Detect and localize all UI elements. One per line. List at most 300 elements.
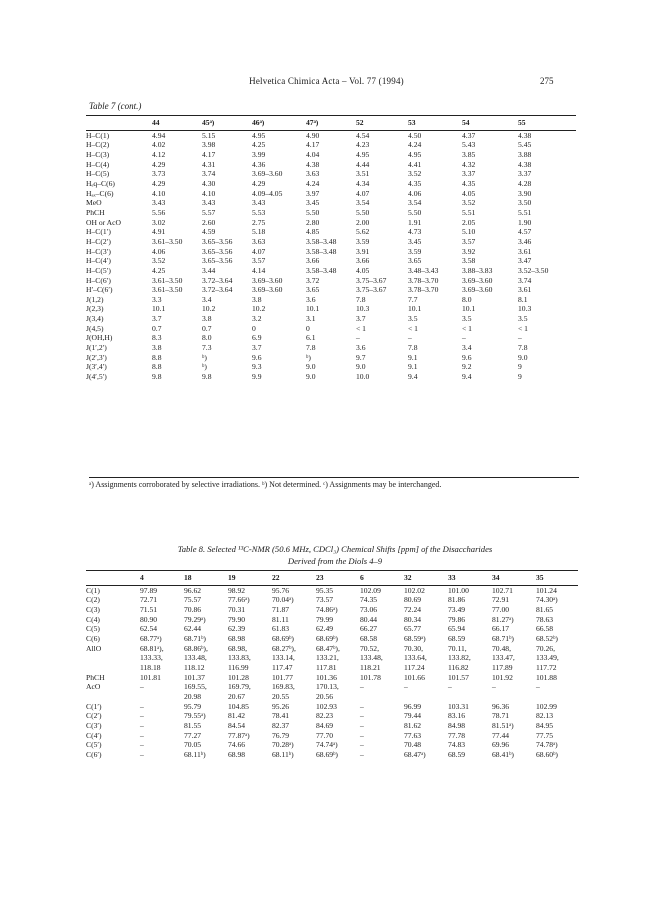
- table-cell: 77.63: [404, 730, 422, 740]
- table-cell: 95.35: [316, 585, 334, 595]
- table-cell: 80.69: [404, 595, 422, 605]
- table-cell: 3.69–3.60: [252, 275, 283, 285]
- column-header: 55: [518, 116, 576, 131]
- table-cell: 95.26: [272, 701, 290, 711]
- table-cell: 20.55: [272, 691, 290, 701]
- table-cell: 10.1: [306, 304, 320, 314]
- table-cell: 20.56: [316, 691, 334, 701]
- table-cell: 70.48,: [492, 643, 511, 653]
- column-header: 6: [360, 571, 404, 586]
- table-cell: 4.02: [152, 140, 166, 150]
- row-label: Hₑq–C(6): [86, 178, 115, 188]
- table-cell: 133.14,: [272, 653, 295, 663]
- table-cell: 133.49,: [536, 653, 559, 663]
- table-cell: 3.61–3.50: [152, 285, 183, 295]
- row-label: C(3′): [86, 720, 102, 730]
- table-cell: 62.44: [184, 624, 202, 634]
- table-cell: –: [518, 333, 522, 343]
- footnote-text: ᵃ) Assignments corroborated by selective irradiations. ᵇ) Not determined. ᶜ) Assignments may be interchanged.: [89, 480, 442, 489]
- table-row: [86, 343, 576, 353]
- table-cell: 80.44: [360, 614, 378, 624]
- table-cell: 2.00: [356, 217, 370, 227]
- row-label: C(1): [86, 585, 100, 595]
- table-cell: 8.0: [462, 294, 472, 304]
- table-row: [86, 169, 576, 179]
- table-cell: 9.4: [462, 372, 472, 382]
- table-row: [86, 285, 576, 295]
- table-cell: [536, 692, 578, 702]
- row-label: H–C(4): [86, 159, 110, 169]
- table-row: [86, 266, 576, 276]
- table-cell: 102.93: [316, 701, 337, 711]
- table-cell: 169.79,: [228, 682, 251, 692]
- column-header: 45ᵃ): [202, 116, 252, 131]
- table-cell: 169.55,: [184, 682, 207, 692]
- table-cell: < 1: [356, 323, 366, 333]
- table-cell: 3.7: [356, 314, 366, 324]
- row-label: AllO: [86, 643, 102, 653]
- table-cell: 3.8: [252, 294, 262, 304]
- table-cell: 9.6: [462, 352, 472, 362]
- table-cell: 1.91: [408, 217, 422, 227]
- table-cell: 77.66ᵃ): [228, 595, 250, 605]
- table-row: [86, 702, 578, 712]
- table-cell: 70.28ᵃ): [272, 740, 294, 750]
- table-cell: 3.65–3.56: [202, 256, 233, 266]
- table-cell: 4.34: [356, 178, 370, 188]
- row-label: C(5): [86, 624, 100, 634]
- table-cell: 101.36: [316, 672, 337, 682]
- row-label: H–C(3): [86, 149, 110, 159]
- table-cell: 73.57: [316, 595, 334, 605]
- table-cell: 3.43: [252, 198, 266, 208]
- table-cell: –: [140, 730, 144, 740]
- table-cell: 116.99: [228, 662, 249, 672]
- row-label: J(OH,H): [86, 333, 113, 343]
- table-cell: 77.75: [536, 730, 554, 740]
- table-cell: 62.54: [140, 624, 158, 634]
- table-row: [86, 140, 576, 150]
- row-label: C(5′): [86, 740, 102, 750]
- table-row: [86, 711, 578, 721]
- table-cell: 133.64,: [404, 653, 427, 663]
- table-cell: 72.24: [404, 604, 422, 614]
- table-cell: 70.30,: [404, 643, 423, 653]
- row-label: [86, 692, 140, 702]
- table-cell: 80.90: [140, 614, 158, 624]
- table-cell: 4.35: [462, 178, 476, 188]
- table-row: [86, 304, 576, 314]
- table-cell: 74.66: [228, 740, 246, 750]
- table-cell: 0: [306, 323, 310, 333]
- header-row: [86, 116, 576, 131]
- table-cell: 10.3: [356, 304, 370, 314]
- table-row: [86, 198, 576, 208]
- table-cell: 3.52: [462, 198, 476, 208]
- table-cell: 3.61: [518, 246, 532, 256]
- table-cell: 5.45: [518, 140, 532, 150]
- table-row: [86, 324, 576, 334]
- table-cell: –: [140, 740, 144, 750]
- table-cell: 5.51: [462, 207, 476, 217]
- table-cell: 3.65: [306, 285, 320, 295]
- table-cell: 101.00: [448, 585, 469, 595]
- table-row: [86, 624, 578, 634]
- table-cell: 62.49: [316, 624, 334, 634]
- table-cell: 101.81: [140, 672, 161, 682]
- table-cell: 5.57: [202, 207, 216, 217]
- table-cell: 3.72: [306, 275, 320, 285]
- table-cell: 66.27: [360, 624, 378, 634]
- column-header: 23: [316, 571, 360, 586]
- column-header: 34: [492, 571, 536, 586]
- row-label: H–C(1): [86, 130, 110, 140]
- table-cell: [448, 692, 492, 702]
- table-cell: 68.71ᵇ): [492, 633, 514, 643]
- table-cell: 5.10: [462, 227, 476, 237]
- table-cell: 6.1: [306, 333, 316, 343]
- table-cell: 10.1: [408, 304, 422, 314]
- table-cell: 3.51: [356, 169, 370, 179]
- table-cell: 3.69–3.60: [462, 285, 493, 295]
- table-cell: 3.45: [306, 198, 320, 208]
- table-cell: 3.66: [356, 256, 370, 266]
- table-cell: 74.78ᵃ): [536, 740, 558, 750]
- table-cell: 4.24: [408, 140, 422, 150]
- table-row: [86, 585, 578, 595]
- table-cell: 78.63: [536, 614, 554, 624]
- table-cell: [404, 692, 448, 702]
- table-cell: 133.47,: [492, 653, 515, 663]
- table-cell: 3.50: [518, 198, 532, 208]
- table-row: [86, 208, 576, 218]
- table-cell: 78.41: [272, 711, 290, 721]
- table-cell: 3.85: [462, 149, 476, 159]
- table-cell: 3.5: [462, 314, 472, 324]
- table-cell: 3.4: [202, 294, 212, 304]
- table-row: [86, 634, 578, 644]
- table-cell: 5.50: [306, 207, 320, 217]
- table-cell: 77.00: [492, 604, 510, 614]
- table-cell: 79.29ᵃ): [184, 614, 206, 624]
- table-cell: 3.43: [152, 198, 166, 208]
- table-cell: 84.54: [228, 720, 246, 730]
- table-cell: 3.91: [356, 246, 370, 256]
- table-cell: –: [492, 682, 496, 692]
- table-cell: 4.38: [518, 130, 532, 140]
- table-cell: 2.75: [252, 217, 266, 227]
- table-cell: 9.1: [408, 352, 418, 362]
- table-cell: ᵇ): [202, 352, 207, 362]
- table-cell: 4.10: [202, 188, 216, 198]
- table-cell: 4.31: [202, 159, 216, 169]
- table-cell: 8.0: [202, 333, 212, 343]
- table-cell: 3.58–3.48: [306, 246, 337, 256]
- table-cell: 133.48,: [184, 653, 207, 663]
- table-cell: 95.79: [184, 701, 202, 711]
- table-row: [86, 237, 576, 247]
- table-cell: 0.7: [202, 323, 212, 333]
- table-cell: 101.77: [272, 672, 293, 682]
- column-header: [86, 571, 140, 586]
- table-row: [86, 372, 576, 384]
- table8-caption-line2: Derived from the Diols 4–9: [287, 556, 383, 566]
- table-row: [86, 731, 578, 741]
- table-cell: 62.39: [228, 624, 246, 634]
- table-row: [86, 276, 576, 286]
- column-header: 32: [404, 571, 448, 586]
- table-cell: 3.72–3.64: [202, 275, 233, 285]
- column-header: 19: [228, 571, 272, 586]
- table-cell: 170.13,: [316, 682, 339, 692]
- table-row: [86, 227, 576, 237]
- table-cell: 3.74: [202, 169, 216, 179]
- row-label: C(6): [86, 633, 100, 643]
- table-cell: 81.27ᵃ): [492, 614, 514, 624]
- table-cell: 3.65: [408, 256, 422, 266]
- row-label: C(2′): [86, 711, 102, 721]
- table-cell: 71.51: [140, 604, 158, 614]
- table-cell: 68.86ᵇ),: [184, 643, 208, 653]
- table-cell: 4.91: [152, 227, 166, 237]
- table-cell: 3.61: [518, 285, 532, 295]
- table-cell: –: [408, 333, 412, 343]
- table-cell: 3.69–3.60: [252, 169, 283, 179]
- table-cell: 133.21,: [316, 653, 339, 663]
- table-cell: 101.24: [536, 585, 557, 595]
- row-label: PhCH: [86, 207, 105, 217]
- table-cell: 68.71ᵇ): [184, 633, 206, 643]
- row-label: C(4): [86, 614, 100, 624]
- table-cell: 3.52–3.50: [518, 265, 549, 275]
- table-cell: 79.90: [228, 614, 246, 624]
- row-label: J(3,4): [86, 314, 104, 324]
- table-cell: 84.98: [448, 720, 466, 730]
- table-cell: 4.38: [306, 159, 320, 169]
- column-header: 18: [184, 571, 228, 586]
- table-cell: 8.8: [152, 352, 162, 362]
- table-cell: 3.88: [518, 149, 532, 159]
- table-cell: 4.05: [462, 188, 476, 198]
- table-cell: 10.3: [518, 304, 532, 314]
- table-cell: 3.75–3.67: [356, 275, 387, 285]
- row-label: PhCH: [86, 672, 105, 682]
- table-cell: 3.1: [306, 314, 316, 324]
- table-cell: 96.99: [404, 701, 422, 711]
- table-cell: 3.65–3.56: [202, 246, 233, 256]
- table-cell: 4.06: [152, 246, 166, 256]
- table-cell: 0.7: [152, 323, 162, 333]
- table-cell: 101.78: [360, 672, 381, 682]
- table-cell: 4.14: [252, 265, 266, 275]
- table-cell: 4.73: [408, 227, 422, 237]
- table-cell: 3.37: [518, 169, 532, 179]
- table-cell: 4.07: [356, 188, 370, 198]
- table-cell: [492, 692, 536, 702]
- table-cell: 101.57: [448, 672, 469, 682]
- row-label: J(4′,5′): [86, 372, 107, 382]
- table-cell: 10.2: [202, 304, 216, 314]
- table-row: [86, 150, 576, 160]
- table-cell: 77.70: [316, 730, 334, 740]
- table-cell: 81.65: [536, 604, 554, 614]
- table-cell: –: [360, 730, 364, 740]
- table-cell: 74.86ᵃ): [316, 604, 338, 614]
- table-cell: 3.65–3.56: [202, 236, 233, 246]
- table-cell: 82.37: [272, 720, 290, 730]
- table-cell: 68.98: [228, 633, 246, 643]
- table-cell: 10.1: [462, 304, 476, 314]
- table-cell: –: [462, 333, 466, 343]
- table-cell: 66.17: [492, 624, 510, 634]
- row-label: H′–C(6′): [86, 285, 113, 295]
- table-cell: < 1: [462, 323, 472, 333]
- column-header: 44: [152, 116, 202, 131]
- table-cell: 74.35: [360, 595, 378, 605]
- table-cell: 3.63: [306, 169, 320, 179]
- row-label: J(4,5): [86, 323, 104, 333]
- table-cell: 79.44: [404, 711, 422, 721]
- table-cell: 102.09: [360, 585, 381, 595]
- table-cell: 3.54: [356, 198, 370, 208]
- table-cell: 102.02: [404, 585, 425, 595]
- table-row: [86, 605, 578, 615]
- table-cell: 2.60: [202, 217, 216, 227]
- table-cell: 2.80: [306, 217, 320, 227]
- table-cell: 5.50: [356, 207, 370, 217]
- table8-body: [86, 585, 578, 761]
- table-cell: 9.1: [408, 362, 418, 372]
- row-label: H–C(5): [86, 169, 110, 179]
- column-header: 54: [462, 116, 518, 131]
- row-label: [86, 663, 140, 673]
- row-label: H–C(2): [86, 140, 110, 150]
- table-cell: 4.07: [252, 246, 266, 256]
- table-cell: 77.78: [448, 730, 466, 740]
- column-header: 4: [140, 571, 184, 586]
- table-cell: 3.02: [152, 217, 166, 227]
- table8-header: [86, 571, 578, 586]
- table-cell: 9.4: [408, 372, 418, 382]
- table-cell: 4.29: [152, 159, 166, 169]
- table-cell: 75.57: [184, 595, 202, 605]
- table-cell: 3.6: [306, 294, 316, 304]
- table-cell: 68.11ᵇ): [184, 749, 206, 759]
- table-cell: 68.58: [360, 633, 378, 643]
- row-label: AcO: [86, 682, 101, 692]
- table-cell: 5.18: [252, 227, 266, 237]
- header-row: [86, 571, 578, 586]
- table-cell: 8.1: [518, 294, 528, 304]
- table-cell: 117.24: [404, 662, 425, 672]
- table-row: [86, 615, 578, 625]
- table-cell: 103.31: [448, 701, 469, 711]
- table8-caption: [100, 543, 570, 567]
- table-cell: 4.36: [252, 159, 266, 169]
- table-cell: 70.52,: [360, 643, 379, 653]
- row-label: H–C(3′): [86, 246, 111, 256]
- table-cell: 4.50: [408, 130, 422, 140]
- row-label: Hₐₓ–C(6): [86, 188, 114, 198]
- table-cell: 9.7: [356, 352, 366, 362]
- table-cell: 9.2: [462, 362, 472, 372]
- table-cell: 3.45: [408, 236, 422, 246]
- table-cell: –: [360, 711, 364, 721]
- table-cell: 8.8: [152, 362, 162, 372]
- row-label: H–C(6′): [86, 275, 111, 285]
- column-header: 22: [272, 571, 316, 586]
- table-cell: 4.32: [462, 159, 476, 169]
- table-row: [86, 682, 578, 692]
- table-cell: 68.47ᵇ),: [316, 643, 340, 653]
- table-cell: 3.74: [518, 275, 532, 285]
- table-cell: 4.25: [252, 140, 266, 150]
- table-cell: 76.79: [272, 730, 290, 740]
- table-cell: 3.88–3.83: [462, 265, 493, 275]
- table-cell: 4.85: [306, 227, 320, 237]
- table-cell: 3.90: [518, 188, 532, 198]
- table-cell: 81.86: [448, 595, 466, 605]
- table-cell: 7.8: [306, 343, 316, 353]
- table-cell: 9.8: [202, 372, 212, 382]
- table-cell: 3.57: [252, 256, 266, 266]
- column-header: 52: [356, 116, 408, 131]
- row-label: H–C(1′): [86, 227, 111, 237]
- table-cell: 3.92: [462, 246, 476, 256]
- table-cell: 4.06: [408, 188, 422, 198]
- table-cell: 68.52ᵇ): [536, 633, 558, 643]
- table-cell: –: [140, 749, 144, 759]
- table-cell: 3.5: [518, 314, 528, 324]
- column-header: 47ᵃ): [306, 116, 356, 131]
- table-cell: 68.69ᵇ): [272, 633, 294, 643]
- table7-header: [86, 116, 576, 131]
- table-cell: 3.47: [518, 256, 532, 266]
- table-cell: 3.52: [152, 256, 166, 266]
- table-cell: 133.83,: [228, 653, 251, 663]
- table7: [86, 115, 576, 384]
- table-cell: < 1: [518, 323, 528, 333]
- table-cell: 68.69ᵇ): [316, 633, 338, 643]
- table-cell: 3.69–3.60: [462, 275, 493, 285]
- table-cell: 61.83: [272, 624, 290, 634]
- table-cell: 66.58: [536, 624, 554, 634]
- table-cell: 4.05: [356, 265, 370, 275]
- table-cell: 84.95: [536, 720, 554, 730]
- row-label: MeO: [86, 198, 102, 208]
- table-cell: 9.3: [252, 362, 262, 372]
- table-cell: 3.63: [252, 236, 266, 246]
- table-cell: 80.34: [404, 614, 422, 624]
- table-cell: 3.78–3.70: [408, 275, 439, 285]
- table-cell: 68.47ᵃ): [404, 749, 426, 759]
- table-cell: 4.29: [152, 178, 166, 188]
- table-cell: 118.12: [184, 662, 205, 672]
- table-cell: 169.83,: [272, 682, 295, 692]
- table-cell: 4.44: [356, 159, 370, 169]
- table-cell: 84.69: [316, 720, 334, 730]
- table-row: [86, 362, 576, 372]
- table-cell: 6.9: [252, 333, 262, 343]
- table-cell: 5.53: [252, 207, 266, 217]
- table-cell: 3.54: [408, 198, 422, 208]
- table-cell: 5.15: [202, 130, 216, 140]
- table-cell: 68.27ᵇ),: [272, 643, 296, 653]
- row-label: C(1′): [86, 701, 102, 711]
- table-cell: 2.05: [462, 217, 476, 227]
- table-cell: 81.55: [184, 720, 202, 730]
- table-cell: 3.4: [462, 343, 472, 353]
